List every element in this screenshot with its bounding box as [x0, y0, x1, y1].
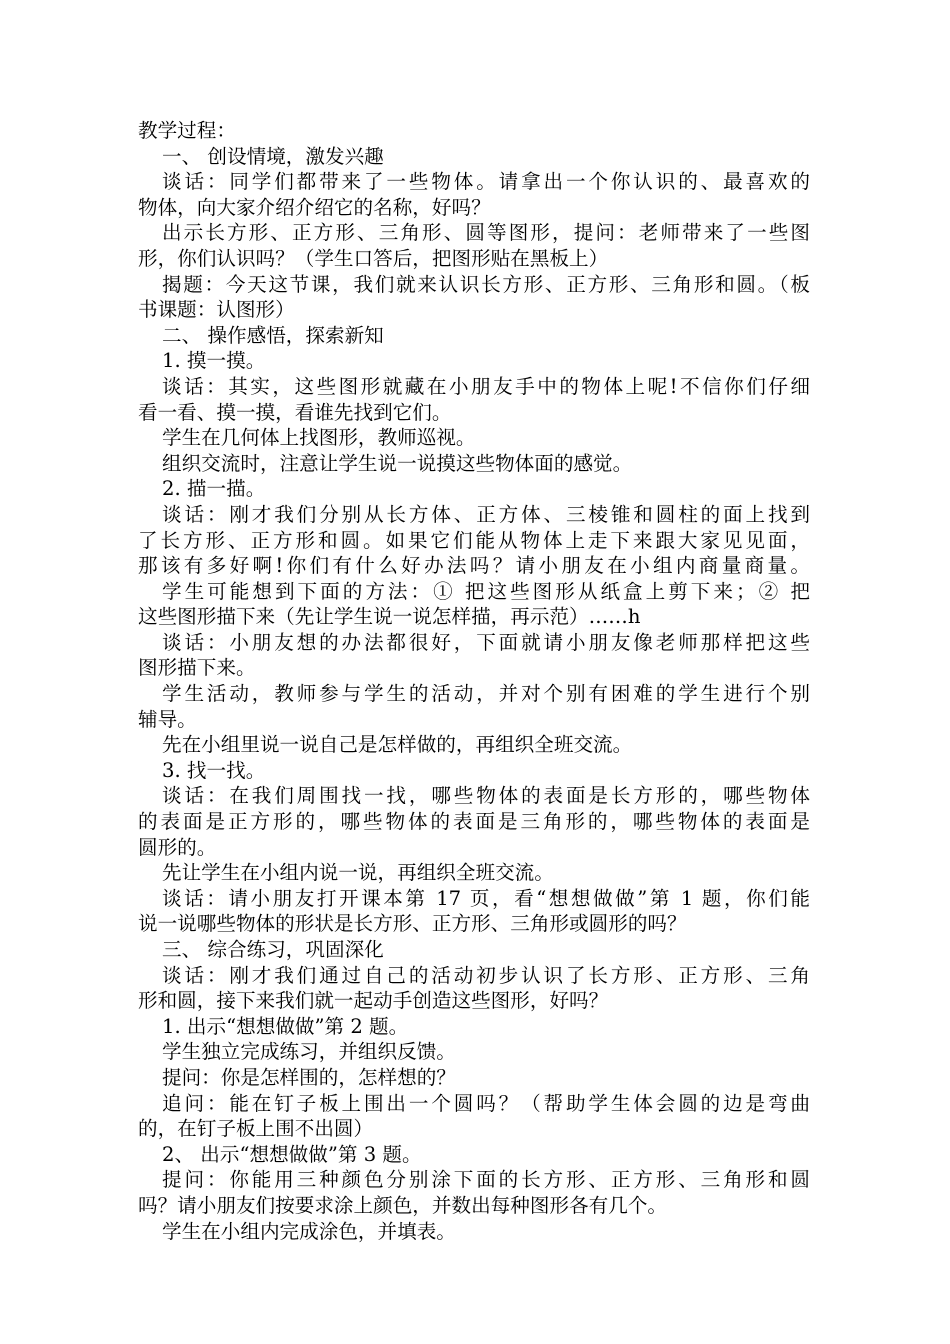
text-line: 谈话：同学们都带来了一些物体。请拿出一个你认识的、最喜欢的 — [162, 170, 810, 194]
text-line: 谈话：刚才我们分别从长方体、正方体、三棱锥和圆柱的面上找到 — [162, 502, 810, 526]
text-line: 一、 创设情境，激发兴趣 — [162, 144, 384, 168]
text-line: 图形描下来。 — [138, 656, 256, 680]
text-line: 先让学生在小组内说一说，再组织全班交流。 — [162, 861, 554, 885]
text-line: 3. 找一找。 — [162, 758, 266, 782]
text-line: 二、 操作感悟，探索新知 — [162, 323, 384, 347]
text-line: 1. 出示“想想做做”第 2 题。 — [162, 1014, 409, 1038]
text-line: 这些图形描下来（先让学生说一说怎样描，再示范）……h — [138, 605, 641, 629]
text-line: 谈话：请小朋友打开课本第 17 页，看“想想做做”第 1 题，你们能 — [162, 886, 810, 910]
text-line: 2. 描一描。 — [162, 477, 266, 501]
text-line: 2、 出示“想想做做”第 3 题。 — [162, 1142, 422, 1166]
text-line: 谈话：刚才我们通过自己的活动初步认识了长方形、正方形、三角 — [162, 963, 810, 987]
text-line: 物体，向大家介绍介绍它的名称，好吗？ — [138, 195, 491, 219]
text-line: 揭题：今天这节课，我们就来认识长方形、正方形、三角形和圆。（板 — [162, 272, 810, 296]
text-line: 形和圆，接下来我们就一起动手创造这些图形，好吗？ — [138, 989, 609, 1013]
text-line: 看一看、摸一摸，看谁先找到它们。 — [138, 400, 452, 424]
document-body — [138, 118, 810, 1244]
text-line: 学生活动，教师参与学生的活动，并对个别有困难的学生进行个别 — [162, 682, 810, 706]
text-line: 三、 综合练习，巩固深化 — [162, 938, 384, 961]
text-line: 形，你们认识吗？（学生口答后，把图形贴在黑板上） — [138, 246, 609, 270]
text-line: 提问：你能用三种颜色分别涂下面的长方形、正方形、三角形和圆 — [162, 1168, 810, 1192]
text-line: 说一说哪些物体的形状是长方形、正方形、三角形或圆形的吗？ — [138, 912, 687, 936]
text-line: 谈话：小朋友想的办法都很好，下面就请小朋友像老师那样把这些 — [162, 630, 810, 654]
text-line: 了长方形、正方形和圆。如果它们能从物体上走下来跟大家见见面， — [138, 528, 810, 552]
text-line: 的，在钉子板上围不出圆） — [138, 1117, 374, 1141]
text-line: 学生在小组内完成涂色，并填表。 — [162, 1219, 456, 1243]
text-line: 1. 摸一摸。 — [162, 349, 266, 373]
text-line: 提问：你是怎样围的，怎样想的？ — [162, 1065, 456, 1089]
text-line: 吗？请小朋友们按要求涂上颜色，并数出每种图形各有几个。 — [138, 1193, 668, 1217]
text-line: 学生可能想到下面的方法：① 把这些图形从纸盒上剪下来；② 把 — [162, 579, 810, 603]
text-line: 辅导。 — [138, 707, 197, 731]
text-line: 先在小组里说一说自己是怎样做的，再组织全班交流。 — [162, 733, 633, 757]
text-line: 教学过程： — [138, 119, 236, 142]
text-line: 书课题：认图形） — [138, 298, 295, 322]
text-line: 组织交流时，注意让学生说一说摸这些物体面的感觉。 — [162, 451, 633, 475]
text-line: 学生在几何体上找图形，教师巡视。 — [162, 426, 476, 450]
text-line: 学生独立完成练习，并组织反馈。 — [162, 1040, 456, 1064]
text-line: 那该有多好啊!你们有什么好办法吗？请小朋友在小组内商量商量。 — [138, 554, 810, 578]
text-line: 圆形的。 — [138, 835, 217, 859]
text-line: 谈话：在我们周围找一找，哪些物体的表面是长方形的，哪些物体 — [162, 784, 810, 808]
text-line: 的表面是正方形的，哪些物体的表面是三角形的，哪些物体的表面是 — [138, 810, 810, 834]
text-line: 出示长方形、正方形、三角形、圆等图形，提问：老师带来了一些图 — [162, 221, 810, 245]
text-line: 谈话：其实，这些图形就藏在小朋友手中的物体上呢!不信你们仔细 — [162, 374, 810, 398]
text-line: 追问：能在钉子板上围出一个圆吗？（帮助学生体会圆的边是弯曲 — [162, 1091, 810, 1115]
